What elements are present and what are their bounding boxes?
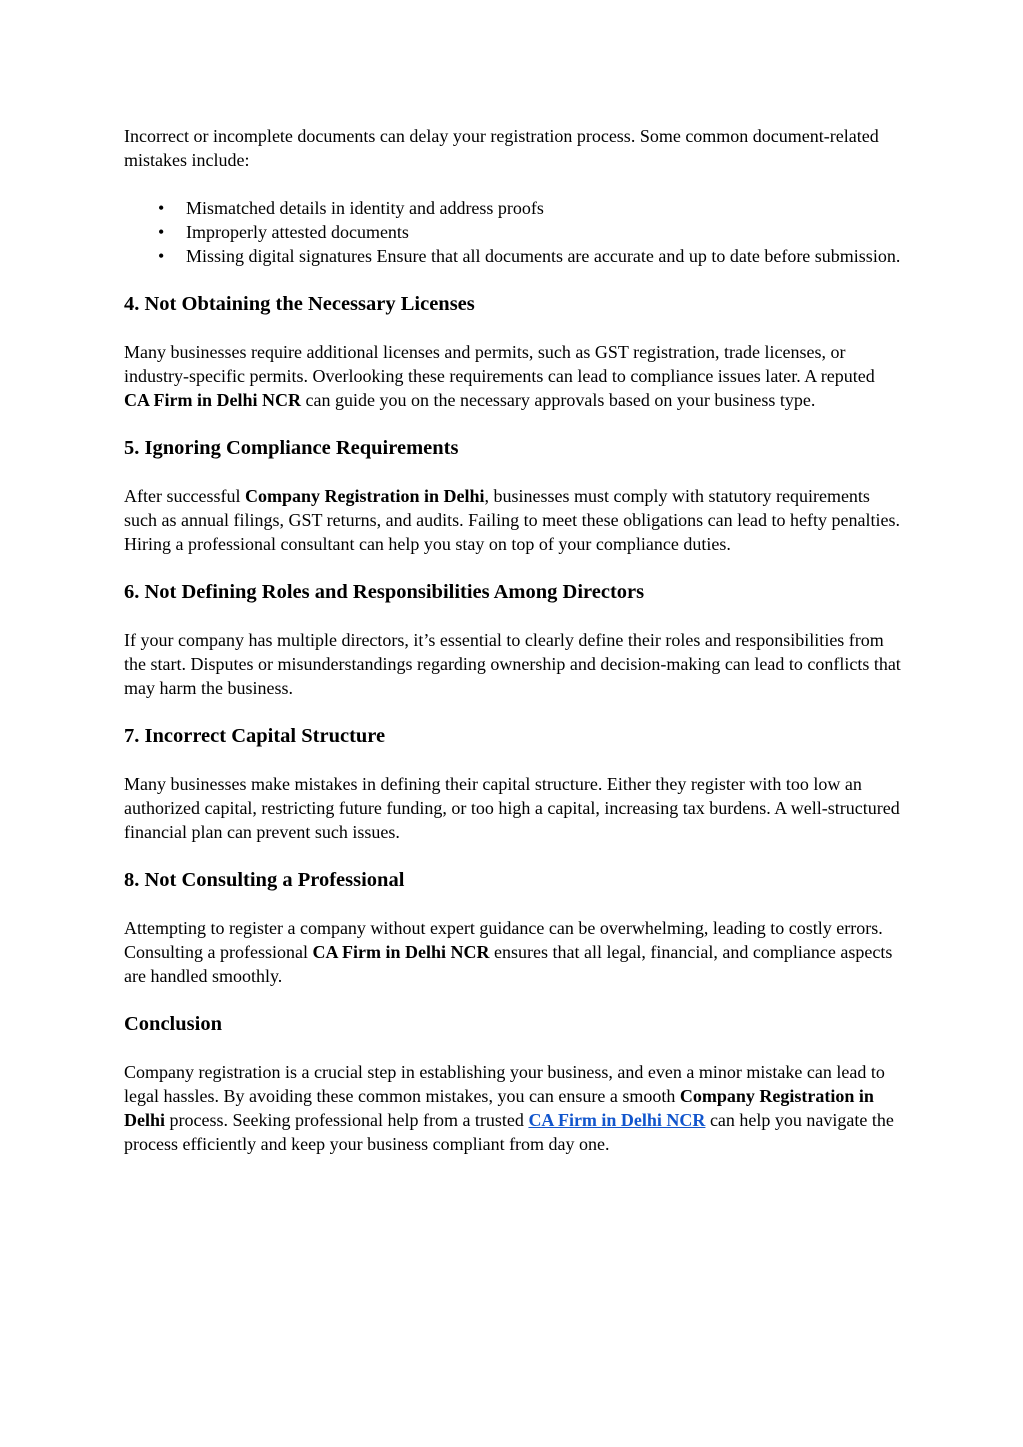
list-item-text: Mismatched details in identity and address proofs: [186, 198, 544, 218]
conclusion-paragraph: [124, 1060, 904, 1156]
section-4-heading: 4. Not Obtaining the Necessary Licenses: [124, 293, 475, 315]
bullet-icon: •: [158, 198, 165, 218]
section-7-heading: 7. Incorrect Capital Structure: [124, 725, 386, 747]
ca-firm-link[interactable]: CA Firm in Delhi NCR: [528, 1110, 706, 1130]
section-6-heading: 6. Not Defining Roles and Responsibilities Among Directors: [124, 581, 645, 603]
section-4-bold-term: CA Firm in Delhi NCR: [124, 390, 301, 410]
document-page: [124, 124, 904, 1180]
section-5-text-start: After successful: [124, 486, 245, 506]
section-6-paragraph: If your company has multiple directors, it’s essential to clearly define their roles and responsibilities from the start. Disputes or misunderstandings regarding ownership and decision-making can lead to conflicts that may harm the business.: [124, 630, 901, 698]
section-7-paragraph: Many businesses make mistakes in defining their capital structure. Either they register with too low an authorized capital, restricting future funding, or too high a capital, increasing tax burdens. A well-structured financial plan can prevent such issues.: [124, 774, 900, 842]
section-8-text-start: Attempting to register a company without expert guidance can be overwhelming, leading to costly errors. Consulting a professional: [124, 918, 883, 962]
bullet-icon: •: [158, 246, 165, 266]
list-item: [158, 244, 904, 268]
section-5-heading: 5. Ignoring Compliance Requirements: [124, 437, 459, 459]
section-5-bold-term: Company Registration in Delhi: [244, 486, 485, 506]
document-mistakes-list: [124, 196, 904, 268]
section-8-bold-term: CA Firm in Delhi NCR: [312, 942, 490, 962]
list-item: [158, 196, 904, 220]
section-5-text-end: , businesses must comply with statutory requirements such as annual filings, GST returns, and audits. Failing to meet these obligations can lead to hefty penalties. Hiring a professional consultant can help you stay on top of your compliance duties.: [124, 486, 901, 554]
conclusion-heading: Conclusion: [124, 1013, 222, 1035]
list-item-text: Improperly attested documents: [186, 222, 409, 242]
section-5-paragraph: [124, 484, 904, 556]
section-4-text-end: can guide you on the necessary approvals based on your business type.: [301, 390, 816, 410]
conclusion-text-middle: process. Seeking professional help from a trusted: [165, 1110, 529, 1130]
list-item: [158, 220, 904, 244]
list-item-text: Missing digital signatures Ensure that all documents are accurate and up to date before submission.: [186, 246, 901, 266]
intro-paragraph: Incorrect or incomplete documents can delay your registration process. Some common document-related mistakes include:: [124, 126, 879, 170]
section-4-text-start: Many businesses require additional licenses and permits, such as GST registration, trade licenses, or industry-specific permits. Overlooking these requirements can lead to compliance issues later. A reputed: [124, 342, 875, 386]
section-8-paragraph: [124, 916, 904, 988]
section-8-text-end: ensures that all legal, financial, and compliance aspects are handled smoothly.: [124, 942, 893, 986]
section-4-paragraph: [124, 340, 904, 412]
conclusion-bold-term: Company Registration in Delhi: [124, 1086, 874, 1130]
conclusion-text-start: Company registration is a crucial step in establishing your business, and even a minor mistake can lead to legal hassles. By avoiding these common mistakes, you can ensure a smooth: [124, 1062, 885, 1106]
conclusion-text-end: can help you navigate the process efficiently and keep your business compliant from day one.: [124, 1110, 894, 1154]
section-8-heading: 8. Not Consulting a Professional: [124, 869, 405, 891]
bullet-icon: •: [158, 222, 165, 242]
